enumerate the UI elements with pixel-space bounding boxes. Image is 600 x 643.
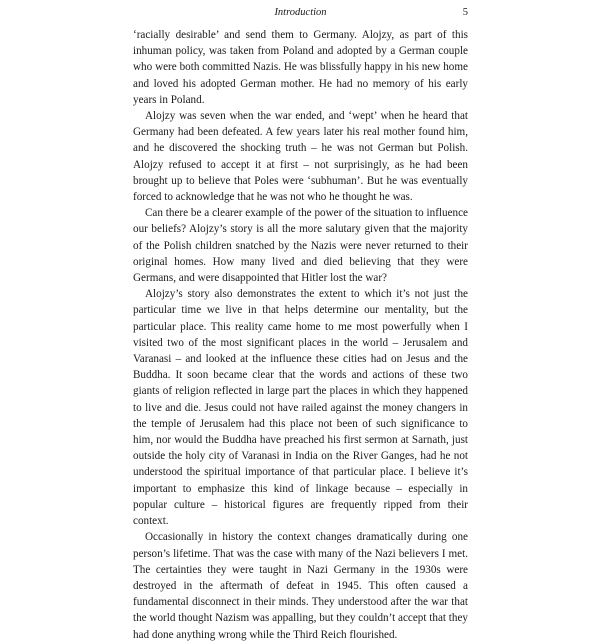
paragraph: Alojzy was seven when the war ended, and ‘wept’ when he heard that Germany had been defeated. A few years later his real mother found him, and he discovered the shocking truth – he was not German but Polish. Alojzy refused to accept it at first – not surprisingly, as he had been brought up to believe that Poles were ‘subhuman’. But he was eventually forced to acknowledge that he was not who he thought he was. bbox=[133, 110, 468, 204]
page-number: 5 bbox=[462, 7, 468, 18]
paragraph: ‘racially desirable’ and send them to Germany. Alojzy, as part of this inhuman policy, was taken from Poland and adopted by a German couple who were both committed Nazis. He was blissfully happy in his new home and loved his adopted German mother. He had no memory of his early years in Poland. bbox=[133, 29, 468, 106]
paragraph: Alojzy’s story also demonstrates the extent to which it’s not just the particular time we live in that helps determine our mentality, but the particular place. This reality came home to me most powerfully when I visited two of the most significant places in the world – Jerusalem and Varanasi – and looked at the influence these cities had on Jesus and the Buddha. It soon became clear that the words and actions of these two giants of religion reflected in large part the places in which they happened to live and die. Jesus could not have railed against the money changers in the temple of Jerusalem had this place not been of such significance to him, nor would the Buddha have preached his first sermon at Sarnath, just outside the holy city of Varanasi in India on the River Ganges, had he not understood the spiritual importance of that particular place. I believe it’s important to emphasize this kind of linkage because – especially in popular culture – historical figures are frequently ripped from their context. bbox=[133, 288, 468, 528]
paragraph: Can there be a clearer example of the power of the situation to influence our beliefs? Alojzy’s story is all the more salutary given that the majority of the Polish children snatched by the Nazis were never returned to their original homes. How many lived and died believing that they were Germans, and were disappointed that Hitler lost the war? bbox=[133, 207, 468, 285]
paragraph: Occasionally in history the context changes dramatically during one person’s lifetime. That was the case with many of the Nazi believers I met. The certainties they were taught in Nazi Germany in the 1930s were destroyed in the aftermath of defeat in 1945. This often caused a fundamental disconnect in their minds. They understood after the war that the world thought Nazism was appalling, but they couldn’t accept that they had done anything wrong while the Third Reich flourished. bbox=[133, 531, 468, 641]
body-text bbox=[133, 27, 468, 643]
running-head bbox=[133, 6, 468, 20]
running-title: Introduction bbox=[274, 7, 327, 18]
